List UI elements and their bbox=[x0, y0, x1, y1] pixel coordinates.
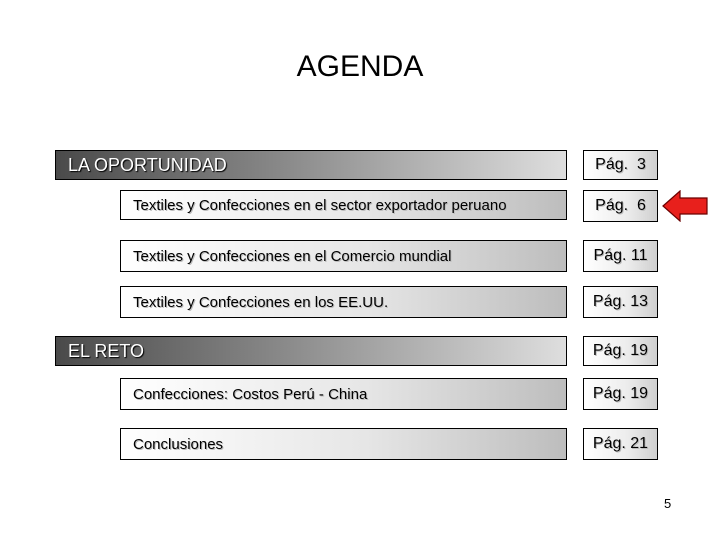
agenda-item-label: Conclusiones bbox=[133, 435, 224, 453]
page-number-box: Pág. 13 bbox=[583, 286, 658, 318]
section-label: LA OPORTUNIDAD bbox=[68, 154, 227, 175]
section-bar-la-oportunidad bbox=[55, 150, 567, 180]
page-number-box: Pág. 19 bbox=[583, 378, 658, 410]
agenda-item-sector-exportador bbox=[120, 190, 567, 220]
page-number-box: Pág. 3 bbox=[583, 150, 658, 180]
page-number-box: Pág. 21 bbox=[583, 428, 658, 460]
agenda-item-comercio-mundial bbox=[120, 240, 567, 272]
agenda-item-conclusiones bbox=[120, 428, 567, 460]
agenda-item-label: Textiles y Confecciones en el Comercio mundial bbox=[133, 247, 452, 265]
section-label: EL RETO bbox=[68, 340, 145, 361]
page-number-box: Pág. 6 bbox=[583, 190, 658, 222]
page-number-box: Pág. 11 bbox=[583, 240, 658, 272]
slide-number: 5 bbox=[664, 496, 672, 511]
agenda-item-costos bbox=[120, 378, 567, 410]
agenda-item-label: Confecciones: Costos Perú - China bbox=[133, 385, 368, 403]
left-arrow-icon bbox=[662, 190, 708, 222]
page-number-box: Pág. 19 bbox=[583, 336, 658, 366]
agenda-item-label: Textiles y Confecciones en el sector exportador peruano bbox=[133, 196, 507, 214]
agenda-item-label: Textiles y Confecciones en los EE.UU. bbox=[133, 293, 389, 311]
agenda-title: AGENDA bbox=[296, 50, 424, 83]
section-bar-el-reto bbox=[55, 336, 567, 366]
agenda-item-ee-uu bbox=[120, 286, 567, 318]
